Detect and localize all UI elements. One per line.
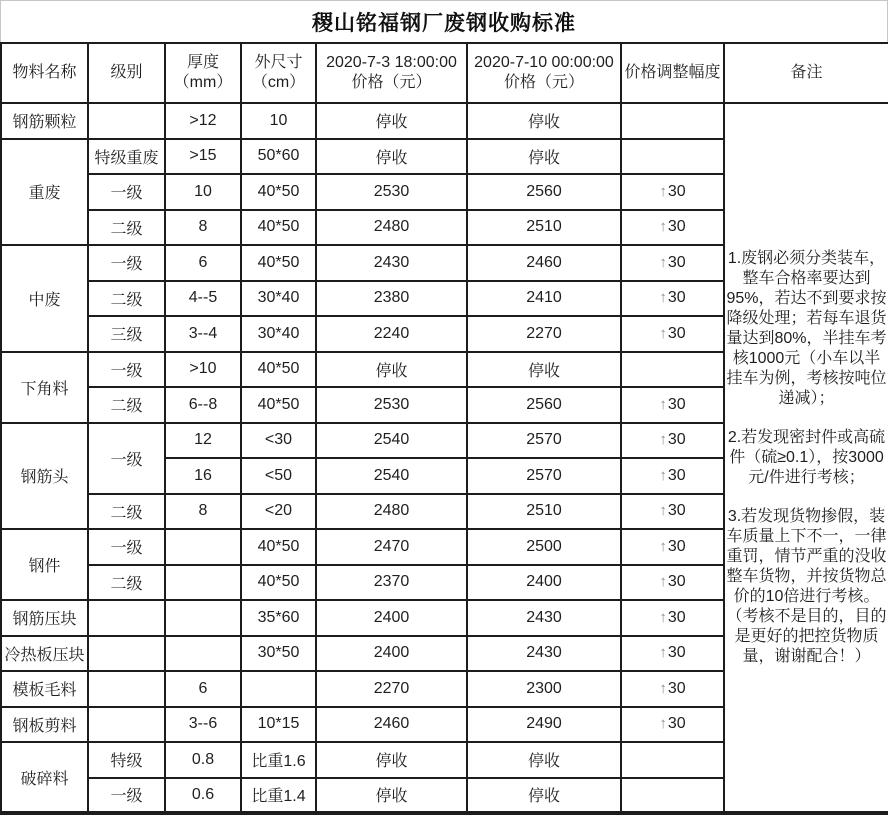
up-arrow-icon: ↑	[659, 644, 667, 662]
table-cell: 二级	[88, 281, 165, 317]
table-cell: 一级	[88, 529, 165, 565]
up-arrow-icon: ↑	[659, 289, 667, 307]
table-cell: ↑30	[621, 529, 724, 565]
table-cell: ↑30	[621, 387, 724, 423]
table-cell: 停收	[316, 139, 467, 175]
up-arrow-icon: ↑	[659, 218, 667, 236]
table-cell: ↑30	[621, 210, 724, 246]
up-arrow-icon: ↑	[659, 537, 667, 555]
price-table-body	[1, 103, 888, 813]
header-price-new	[467, 43, 621, 103]
table-cell: 2270	[467, 316, 621, 352]
up-arrow-icon: ↑	[659, 573, 667, 591]
header-thickness-line1: 厚度	[186, 54, 219, 71]
up-arrow-icon: ↑	[659, 608, 667, 626]
header-price-old	[316, 43, 467, 103]
table-cell: 8	[165, 210, 241, 246]
table-cell: 6	[165, 245, 241, 281]
header-remark: 备注	[724, 43, 888, 103]
table-cell: 10	[165, 174, 241, 210]
table-cell	[621, 139, 724, 175]
table-cell: 钢件	[1, 529, 88, 600]
header-price-old-line2: 价格（元）	[351, 74, 432, 91]
table-cell: 10*15	[241, 707, 316, 743]
table-cell: 2540	[316, 423, 467, 459]
up-arrow-icon: ↑	[659, 502, 667, 520]
table-cell: ↑30	[621, 565, 724, 601]
table-cell	[621, 103, 724, 139]
up-arrow-icon: ↑	[659, 324, 667, 342]
table-cell: 3--4	[165, 316, 241, 352]
table-cell: 40*50	[241, 352, 316, 388]
table-cell: 重废	[1, 139, 88, 246]
table-cell: 冷热板压块	[1, 636, 88, 672]
table-cell	[165, 600, 241, 636]
header-price-old-line1: 2020-7-3 18:00:00	[326, 54, 457, 71]
table-cell	[165, 636, 241, 672]
table-cell: ↑30	[621, 423, 724, 459]
table-cell: ↑30	[621, 600, 724, 636]
table-cell: 停收	[467, 103, 621, 139]
table-cell: 2560	[467, 174, 621, 210]
up-arrow-icon: ↑	[659, 431, 667, 449]
table-cell: 30*50	[241, 636, 316, 672]
table-cell: 2300	[467, 671, 621, 707]
table-cell: <30	[241, 423, 316, 459]
table-cell	[621, 778, 724, 814]
header-thickness-line2: （mm）	[173, 74, 233, 91]
table-cell: 特级	[88, 742, 165, 778]
table-cell	[621, 352, 724, 388]
table-cell: 2410	[467, 281, 621, 317]
table-cell: 2480	[316, 210, 467, 246]
table-cell: 2380	[316, 281, 467, 317]
header-size-line1: 外尺寸	[254, 54, 303, 71]
table-cell: >15	[165, 139, 241, 175]
table-cell	[88, 103, 165, 139]
table-cell: 3--6	[165, 707, 241, 743]
table-cell: 40*50	[241, 387, 316, 423]
table-cell: 2430	[467, 636, 621, 672]
table-cell	[88, 707, 165, 743]
table-header	[1, 43, 888, 103]
table-cell: 2470	[316, 529, 467, 565]
table-cell	[621, 742, 724, 778]
table-cell: 40*50	[241, 174, 316, 210]
up-arrow-icon: ↑	[659, 395, 667, 413]
table-cell: 停收	[467, 778, 621, 814]
remarks-cell	[724, 103, 888, 813]
table-cell: 2540	[316, 458, 467, 494]
header-price-new-line1: 2020-7-10 00:00:00	[474, 54, 614, 71]
table-cell	[88, 671, 165, 707]
table-cell: 40*50	[241, 210, 316, 246]
table-cell: 2430	[467, 600, 621, 636]
table-cell: 三级	[88, 316, 165, 352]
table-cell: 2500	[467, 529, 621, 565]
table-cell: 中废	[1, 245, 88, 352]
table-cell: 2460	[467, 245, 621, 281]
table-cell: 二级	[88, 387, 165, 423]
table-cell: 特级重废	[88, 139, 165, 175]
table-cell: 16	[165, 458, 241, 494]
table-cell: >12	[165, 103, 241, 139]
table-cell: 破碎料	[1, 742, 88, 813]
table-cell: 一级	[88, 352, 165, 388]
up-arrow-icon: ↑	[659, 253, 667, 271]
table-cell: 12	[165, 423, 241, 459]
table-cell: 2480	[316, 494, 467, 530]
table-cell: 2270	[316, 671, 467, 707]
table-cell: >10	[165, 352, 241, 388]
table-cell: 2570	[467, 423, 621, 459]
table-cell: 2530	[316, 174, 467, 210]
table-cell: 停收	[316, 742, 467, 778]
table-cell: 2510	[467, 494, 621, 530]
table-cell: 一级	[88, 174, 165, 210]
table-cell: 40*50	[241, 529, 316, 565]
table-cell: 2510	[467, 210, 621, 246]
remark-note: 3.若发现货物掺假，装车质量上下不一，一律重罚，情节严重的没收整车货物，并按货物总价的10倍进行考核。（考核不是目的，目的是更好的把控货物质量，谢谢配合！）	[726, 507, 887, 665]
table-cell: ↑30	[621, 174, 724, 210]
table-cell: 一级	[88, 423, 165, 494]
table-cell: 2560	[467, 387, 621, 423]
table-cell: ↑30	[621, 458, 724, 494]
table-cell	[165, 565, 241, 601]
table-cell: 2400	[316, 600, 467, 636]
table-cell: 二级	[88, 565, 165, 601]
table-cell: 4--5	[165, 281, 241, 317]
table-cell: 2530	[316, 387, 467, 423]
table-cell: 停收	[316, 103, 467, 139]
header-adjustment: 价格调整幅度	[621, 43, 724, 103]
table-cell	[165, 529, 241, 565]
table-cell: 停收	[467, 139, 621, 175]
table-cell: 停收	[467, 742, 621, 778]
table-cell: 2570	[467, 458, 621, 494]
table-cell: 钢筋头	[1, 423, 88, 530]
table-cell: 30*40	[241, 281, 316, 317]
table-cell: 35*60	[241, 600, 316, 636]
up-arrow-icon: ↑	[659, 715, 667, 733]
table-cell: 二级	[88, 210, 165, 246]
table-cell: 0.8	[165, 742, 241, 778]
table-cell: ↑30	[621, 671, 724, 707]
table-cell: 2400	[467, 565, 621, 601]
table-cell: 二级	[88, 494, 165, 530]
table-cell: 40*50	[241, 565, 316, 601]
table-cell: 停收	[467, 352, 621, 388]
table-cell: 停收	[316, 352, 467, 388]
table-cell: 2490	[467, 707, 621, 743]
table-cell: 2370	[316, 565, 467, 601]
table-cell: ↑30	[621, 245, 724, 281]
table-cell: 2400	[316, 636, 467, 672]
table-cell: 比重1.4	[241, 778, 316, 814]
table-cell: <20	[241, 494, 316, 530]
table-cell: 30*40	[241, 316, 316, 352]
table-cell	[88, 600, 165, 636]
table-cell: 下角料	[1, 352, 88, 423]
table-cell: 比重1.6	[241, 742, 316, 778]
header-row	[1, 43, 888, 103]
header-size-line2: （cm）	[251, 74, 306, 91]
remark-note: 2.若发现密封件或高硫件（硫≥0.1），按3000元/件进行考核；	[727, 428, 886, 486]
header-grade: 级别	[88, 43, 165, 103]
table-cell: 一级	[88, 245, 165, 281]
table-cell: 模板毛料	[1, 671, 88, 707]
table-cell: 钢筋压块	[1, 600, 88, 636]
table-cell: ↑30	[621, 707, 724, 743]
table-cell: 停收	[316, 778, 467, 814]
table-cell: 10	[241, 103, 316, 139]
header-material: 物料名称	[1, 43, 88, 103]
up-arrow-icon: ↑	[659, 466, 667, 484]
table-cell: 一级	[88, 778, 165, 814]
table-cell: ↑30	[621, 281, 724, 317]
table-cell: ↑30	[621, 494, 724, 530]
table-cell: 40*50	[241, 245, 316, 281]
up-arrow-icon: ↑	[659, 679, 667, 697]
table-cell: 钢筋颗粒	[1, 103, 88, 139]
table-cell	[241, 671, 316, 707]
table-cell: 8	[165, 494, 241, 530]
table-cell: 6	[165, 671, 241, 707]
header-size	[241, 43, 316, 103]
table-cell: 2430	[316, 245, 467, 281]
page-title: 稷山铭福钢厂废钢收购标准	[0, 0, 888, 42]
table-cell: 2460	[316, 707, 467, 743]
table-cell	[88, 636, 165, 672]
up-arrow-icon: ↑	[659, 182, 667, 200]
table-cell: ↑30	[621, 636, 724, 672]
table-cell: 2240	[316, 316, 467, 352]
header-price-new-line2: 价格（元）	[503, 74, 584, 91]
price-table	[0, 42, 888, 815]
table-cell: ↑30	[621, 316, 724, 352]
table-row	[1, 103, 888, 139]
table-cell: 6--8	[165, 387, 241, 423]
table-cell: 50*60	[241, 139, 316, 175]
table-cell: 钢板剪料	[1, 707, 88, 743]
header-thickness	[165, 43, 241, 103]
table-cell: <50	[241, 458, 316, 494]
remark-note: 1.废钢必须分类装车，整车合格率要达到95%，若达不到要求按降级处理；若每车退货量达到80%，半挂车考核1000元（小车以半挂车为例，考核按吨位递减）；	[726, 249, 887, 407]
table-cell: 0.6	[165, 778, 241, 814]
